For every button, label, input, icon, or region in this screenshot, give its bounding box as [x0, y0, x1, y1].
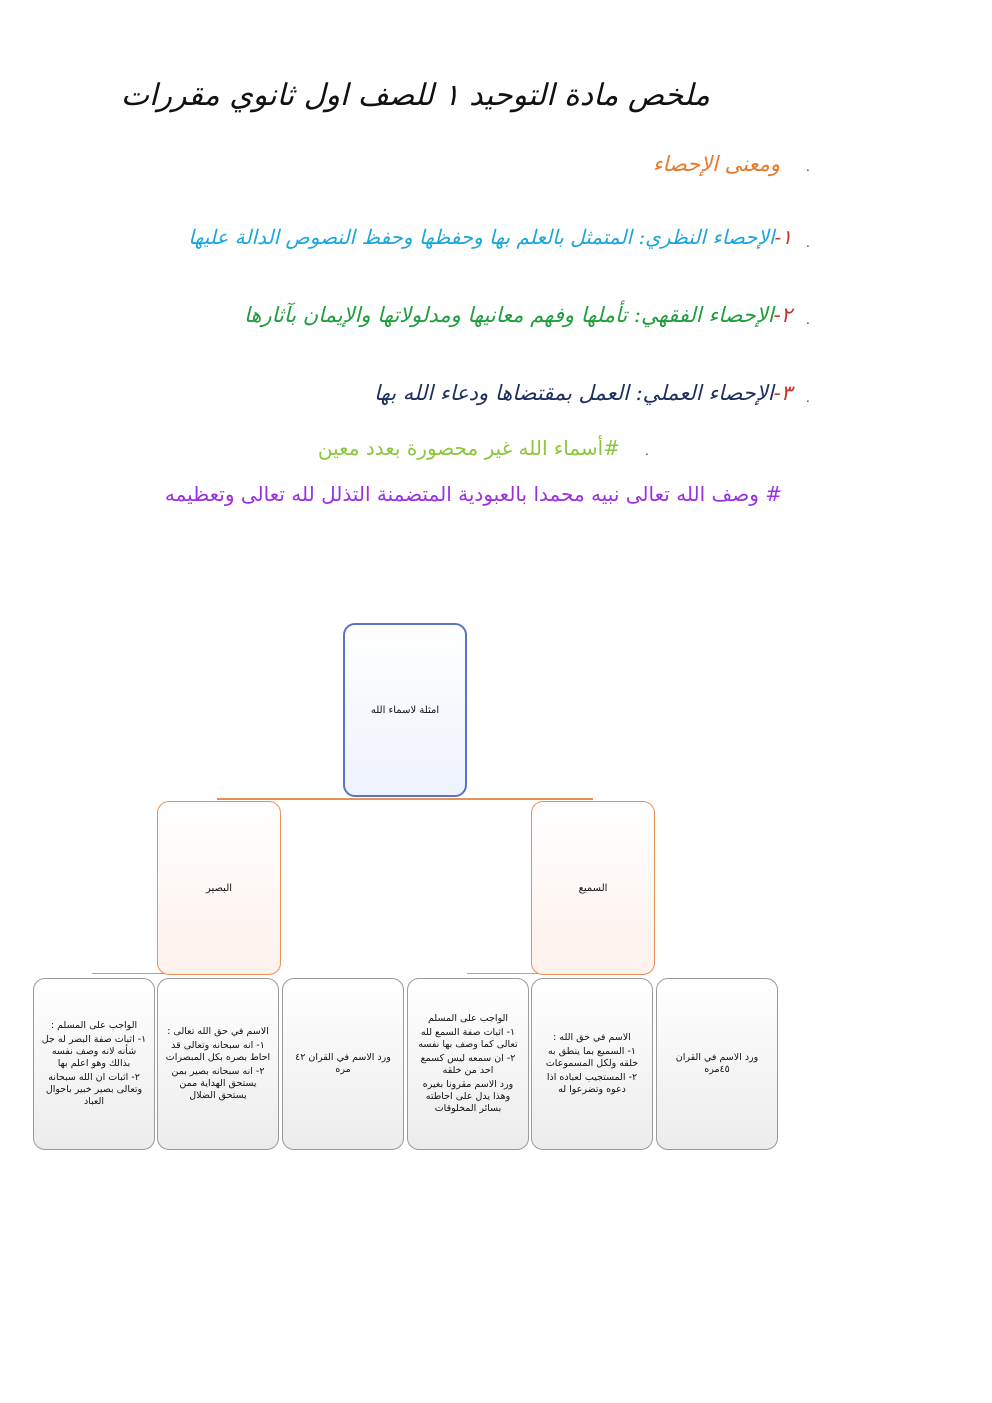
diagram-root-label: امثلة لاسماء الله: [370, 704, 440, 716]
leaf-text: ٢- انه سبحانه بصير بمن يستحق الهداية ممن يستحق الضلال: [171, 1066, 265, 1101]
leaf-text: الواجب على المسلم: [427, 1013, 509, 1024]
page-title: ملخص مادة التوحيد ١ للصف اول ثانوي مقررات: [120, 78, 710, 113]
note-names-not-limited: #أسماء الله غير محصورة بعدد معين: [317, 436, 620, 460]
connector: [217, 798, 593, 800]
item-line-1: [188, 225, 792, 249]
leaf-text: ٢- ان سمعه ليس كسمع احد من خلقه: [420, 1053, 516, 1076]
leaf-text: ٢- اثبات ان الله سبحانه وتعالى بصير خبير باحوال العباد: [45, 1072, 143, 1107]
diagram-basir-box: [157, 801, 281, 975]
leaf-text: ١- السميع بما ينطق به خلقه ولكل المسموعات: [545, 1046, 639, 1069]
leaf-text: ١- اثبات صفة السمع لله تعالى كما وصف بها نفسه: [418, 1027, 518, 1050]
item-number: ١-: [774, 225, 792, 249]
diagram-leaf-samee-duty: [407, 978, 529, 1150]
item-text: العمل بمقتضاها ودعاء الله بها: [374, 381, 636, 405]
leaf-text: ١- اثبات صفة البصر له جل شأنه لانه وصف نفسه بذالك وهو اعلم بها: [41, 1034, 147, 1069]
item-label: الإحصاء النظري:: [638, 225, 775, 249]
item-label: الإحصاء الفقهي:: [633, 303, 774, 327]
diagram-leaf-basir-duty: [33, 978, 155, 1150]
item-label: الإحصاء العملي:: [635, 381, 774, 405]
bullet: .: [806, 236, 810, 250]
item-line-3: [374, 381, 792, 405]
diagram-leaf-basir-meaning: [157, 978, 279, 1150]
item-number: ٢-: [773, 303, 792, 327]
leaf-text: ورد الاسم في القران ٤٥مره: [675, 1052, 759, 1075]
bullet: .: [806, 313, 810, 327]
diagram-leaf-samee-meaning: [531, 978, 653, 1150]
item-text: المتمثل بالعلم بها وحفظها وحفظ النصوص الدالة عليها: [188, 225, 639, 249]
section-heading: ومعنى الإحصاء: [652, 152, 780, 176]
bullet: .: [806, 391, 810, 405]
diagram-root-box: [343, 623, 467, 797]
diagram-leaf-samee-count: [656, 978, 778, 1150]
note-servitude: # وصف الله تعالى نبيه محمدا بالعبودية المتضمنة التذلل لله تعالى وتعظيمه: [164, 482, 782, 506]
diagram-samee-label: السميع: [578, 882, 608, 894]
leaf-text: ١- انه سبحانه وتعالى قد احاط بصره بكل المبصرات: [165, 1040, 271, 1063]
diagram-samee-box: [531, 801, 655, 975]
item-line-2: [244, 303, 792, 327]
diagram-basir-label: البصير: [205, 882, 233, 894]
bullet: .: [806, 160, 810, 174]
bullet: .: [645, 444, 649, 458]
leaf-text: الواجب على المسلم :: [50, 1020, 138, 1031]
leaf-text: ورد الاسم مقرونا بغيره وهذا يدل على احاطته بسائر المخلوقات: [422, 1079, 514, 1114]
leaf-text: ٢- المستجيب لعباده اذا دعوه وتضرعوا له: [546, 1072, 638, 1095]
item-number: ٣-: [773, 381, 792, 405]
diagram-leaf-basir-count: [282, 978, 404, 1150]
leaf-text: الاسم في حق الله تعالى :: [167, 1026, 269, 1037]
leaf-text: الاسم في حق الله :: [553, 1032, 631, 1043]
item-text: تأملها وفهم معانيها ومدلولاتها والإيمان بآثارها: [244, 303, 634, 327]
leaf-text: ورد الاسم في القران ٤٢ مره: [295, 1052, 391, 1075]
